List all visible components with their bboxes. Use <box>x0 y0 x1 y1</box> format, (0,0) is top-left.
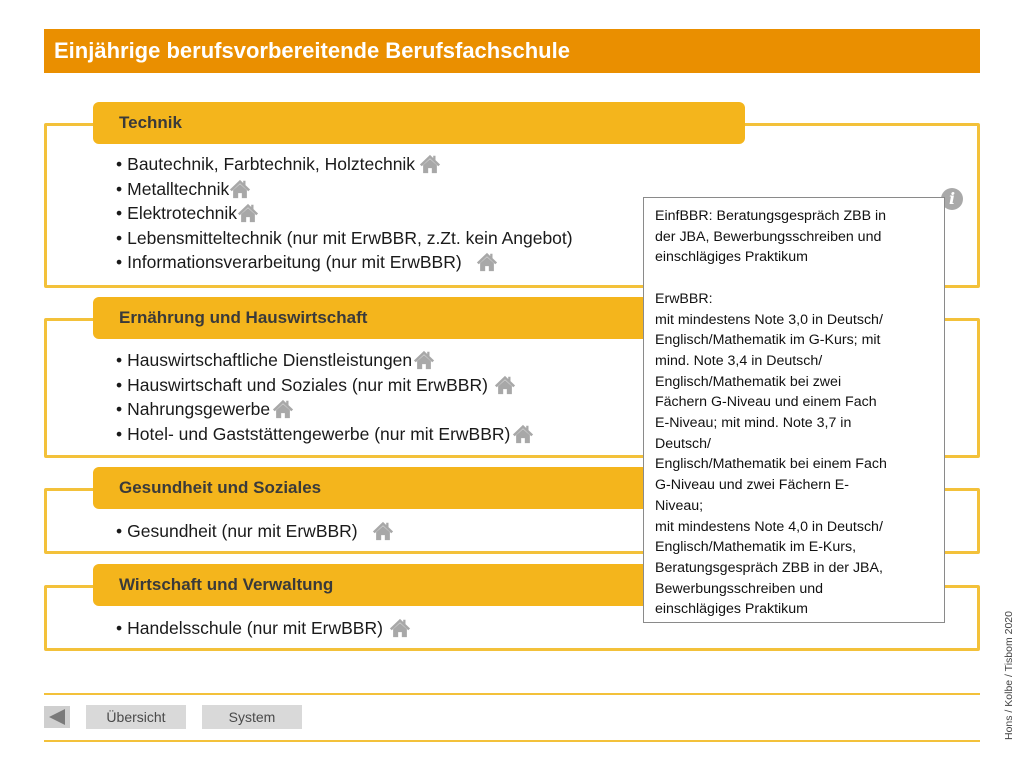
info-text-erwbbr: ErwBBR: mit mindestens Note 3,0 in Deutsch/ Englisch/Mathematik im G-Kurs; mit mind. Note 3,4 in Deutsch/ Englisch/Mathematik bei zwei Fächern G-Niveau und einem Fach E-Niveau; mit mind. Note 3,7 in Deutsch/ Englisch/Mathematik bei einem Fach G-Niveau und zwei Fächern E- Niveau; mit mindestens Note 4,0 in Deutsch/ Englisch/Mathematik im E-Kurs, Beratungsgespräch ZBB in der JBA, Bewerbungsschreiben und einschlägiges Praktikum <box>655 290 887 618</box>
list-item-label: Metalltechnik <box>127 178 230 199</box>
info-popup <box>643 197 945 623</box>
list-item-label: Hauswirtschaft und Soziales (nur mit ErwBBR) <box>127 374 488 395</box>
list-item-label: Hotel- und Gaststättengewerbe (nur mit ErwBBR) <box>127 423 511 444</box>
list-item: • Hauswirtschaft und Soziales (nur mit ErwBBR) <box>116 373 534 398</box>
list-item: • Nahrungsgewerbe <box>116 397 534 422</box>
list-item: • Lebensmitteltechnik (nur mit ErwBBR, z.Zt. kein Angebot) <box>116 226 573 251</box>
house-icon[interactable] <box>389 617 411 639</box>
house-icon[interactable] <box>272 398 294 420</box>
list-item: • Bautechnik, Farbtechnik, Holztechnik <box>116 152 573 177</box>
house-icon[interactable] <box>237 202 259 224</box>
list-item: • Gesundheit (nur mit ErwBBR) <box>116 519 394 544</box>
list-item-label: Elektrotechnik <box>127 203 238 223</box>
house-icon[interactable] <box>229 178 251 200</box>
list-item: • Hauswirtschaftliche Dienstleistungen <box>116 348 534 373</box>
item-list-technik <box>116 152 573 275</box>
list-item-label: Informationsverarbeitung (nur mit ErwBBR) <box>127 252 462 272</box>
list-item: • Elektrotechnik <box>116 201 573 226</box>
info-text-einfbbr: EinfBBR: Beratungsgespräch ZBB in der JBA, Bewerbungsschreiben und einschlägiges Praktikum <box>655 208 887 266</box>
list-item: • Handelsschule (nur mit ErwBBR) <box>116 616 411 641</box>
list-item: • Hotel- und Gaststättengewerbe (nur mit ErwBBR) <box>116 422 534 447</box>
list-item-label: Bautechnik, Farbtechnik, Holztechnik <box>127 154 416 174</box>
list-item: • Informationsverarbeitung (nur mit ErwBBR) <box>116 250 573 275</box>
section-heading-wirtschaft: Wirtschaft und Verwaltung <box>93 564 745 606</box>
item-list-gesundheit <box>116 519 394 544</box>
section-heading-technik: Technik <box>93 102 745 144</box>
section-heading-ernaehrung: Ernährung und Hauswirtschaft <box>93 297 745 339</box>
item-list-wirtschaft <box>116 616 411 641</box>
list-item-label: Lebensmitteltechnik (nur mit ErwBBR, z.Zt. kein Angebot) <box>127 227 573 248</box>
overview-button[interactable]: Übersicht <box>86 705 186 729</box>
section-heading-gesundheit: Gesundheit und Soziales <box>93 467 745 509</box>
item-list-ernaehrung <box>116 348 534 446</box>
house-icon[interactable] <box>476 251 498 273</box>
credit-text: Hons / Kolbe / Tisbom 2020 <box>1003 611 1015 740</box>
list-item-label: Hauswirtschaftliche Dienstleistungen <box>127 350 413 370</box>
house-icon[interactable] <box>372 520 394 542</box>
house-icon[interactable] <box>413 349 435 371</box>
list-item: • Metalltechnik <box>116 177 573 202</box>
system-button[interactable]: System <box>202 705 302 729</box>
footer-divider-top <box>44 693 980 695</box>
list-item-label: Nahrungsgewerbe <box>127 399 271 419</box>
info-icon[interactable]: i <box>941 188 963 210</box>
house-icon[interactable] <box>494 374 516 396</box>
page-title: Einjährige berufsvorbereitende Berufsfachschule <box>44 29 980 73</box>
footer-divider-bottom <box>44 740 980 742</box>
back-arrow-icon[interactable] <box>44 706 70 728</box>
house-icon[interactable] <box>419 153 441 175</box>
list-item-label: Handelsschule (nur mit ErwBBR) <box>127 618 383 638</box>
list-item-label: Gesundheit (nur mit ErwBBR) <box>127 521 358 541</box>
house-icon[interactable] <box>512 423 534 445</box>
